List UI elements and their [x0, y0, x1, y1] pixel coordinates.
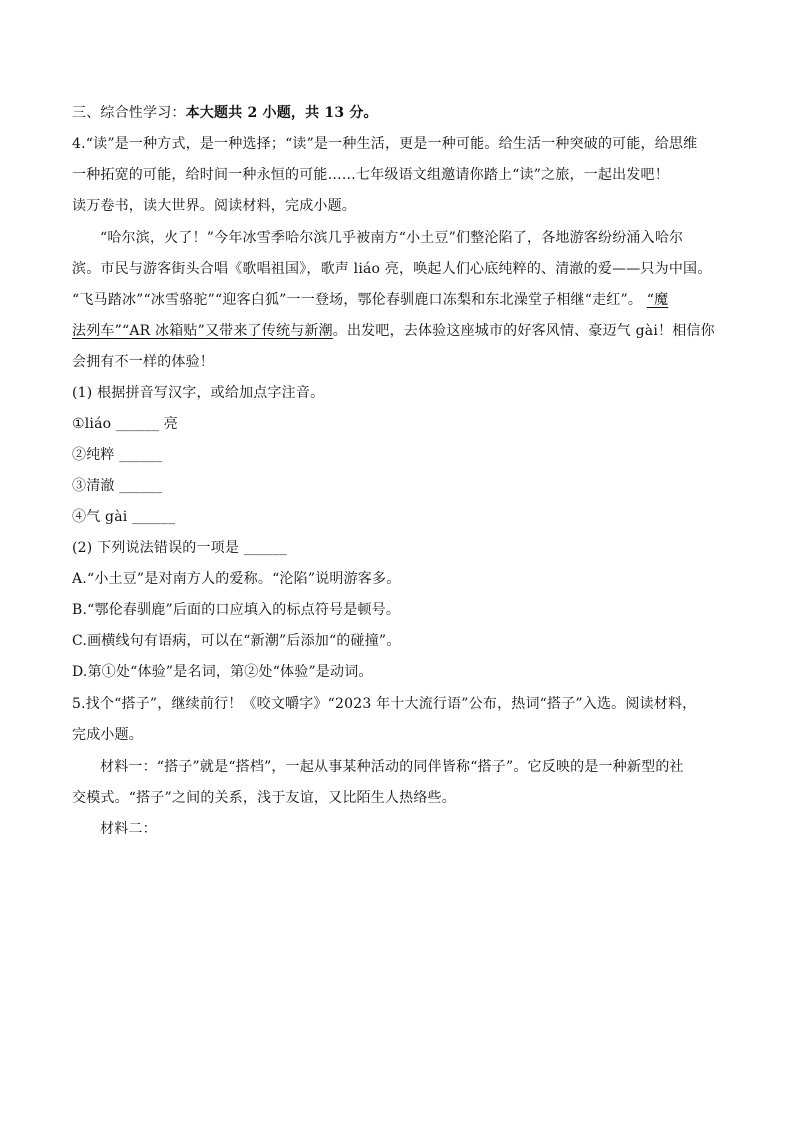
q4-option-d: D.第①处“体验”是名词，第②处“体验”是动词。 — [72, 664, 373, 680]
passage-text: 。出发吧，去体验这座城市的好客风情、豪迈气 gài！相信你 — [332, 323, 715, 339]
section-label: 三、综合性学习： — [72, 105, 186, 121]
q5-intro-line2: 完成小题。 — [72, 727, 143, 743]
q4-subquestion-2: (2) 下列说法错误的一项是 ______ — [72, 540, 287, 556]
q5-intro-line1: 5.找个“搭子”，继续前行！《咬文嚼字》“2023 年十大流行语”公布，热词“搭子”入选。阅读材料， — [72, 696, 697, 712]
q4-passage-line4 — [72, 321, 732, 341]
q4-intro-line1: 4.“读”是一种方式，是一种选择；“读”是一种生活，更是一种可能。给生活一种突破的可能，给思维 — [72, 136, 698, 152]
q4-passage-line2: 滨。市民与游客街头合唱《歌唱祖国》，歌声 liáo 亮，唤起人们心底纯粹的、清澈的爱——只为中国。 — [72, 261, 712, 277]
q4-item-2: ②纯粹 ______ — [72, 447, 163, 463]
q4-passage-line5: 会拥有不一样的体验！ — [72, 354, 214, 370]
q4-item-3: ③清澈 ______ — [72, 478, 163, 494]
q4-item-4: ④气 gài ______ — [72, 509, 176, 525]
section-heading — [72, 103, 732, 123]
q4-intro-line3: 读万卷书，读大世界。阅读材料，完成小题。 — [72, 198, 356, 214]
passage-text: “飞马踏冰”“冰雪骆驼”“迎客白狐”一一登场，鄂伦春驯鹿口冻梨和东北澡堂子相继“走红”。 — [72, 292, 643, 308]
underlined-sentence-end: 法列车”“AR 冰箱贴”又带来了传统与新潮 — [72, 323, 333, 339]
q4-passage-line1: “哈尔滨，火了！”今年冰雪季哈尔滨几乎被南方“小土豆”们整沦陷了，各地游客纷纷涌入哈尔 — [100, 230, 684, 246]
q4-option-b: B.“鄂伦春驯鹿”后面的口应填入的标点符号是顿号。 — [72, 602, 401, 618]
q5-material1-line2: 交模式。“搭子”之间的关系，浅于友谊，又比陌生人热络些。 — [72, 790, 456, 806]
section-score: 本大题共 2 小题，共 13 分。 — [185, 105, 378, 121]
q4-passage-line3 — [72, 290, 732, 310]
q5-material1-line1: 材料一：“搭子”就是“搭档”，一起从事某种活动的同伴皆称“搭子”。它反映的是一种新型的社 — [100, 759, 684, 775]
q4-item-1: ①liáo ______ 亮 — [72, 416, 178, 432]
q4-option-a: A.“小土豆”是对南方人的爱称。“沦陷”说明游客多。 — [72, 571, 401, 587]
q4-intro-line2: 一种拓宽的可能，给时间一种永恒的可能……七年级语文组邀请你踏上“读”之旅，一起出发吧！ — [72, 167, 669, 183]
q4-subquestion-1: (1) 根据拼音写汉字，或给加点字注音。 — [72, 385, 325, 401]
underlined-sentence-start: “魔 — [646, 292, 669, 308]
q5-material2-label: 材料二： — [100, 821, 157, 837]
q4-option-c: C.画横线句有语病，可以在“新潮”后添加“的碰撞”。 — [72, 633, 401, 649]
